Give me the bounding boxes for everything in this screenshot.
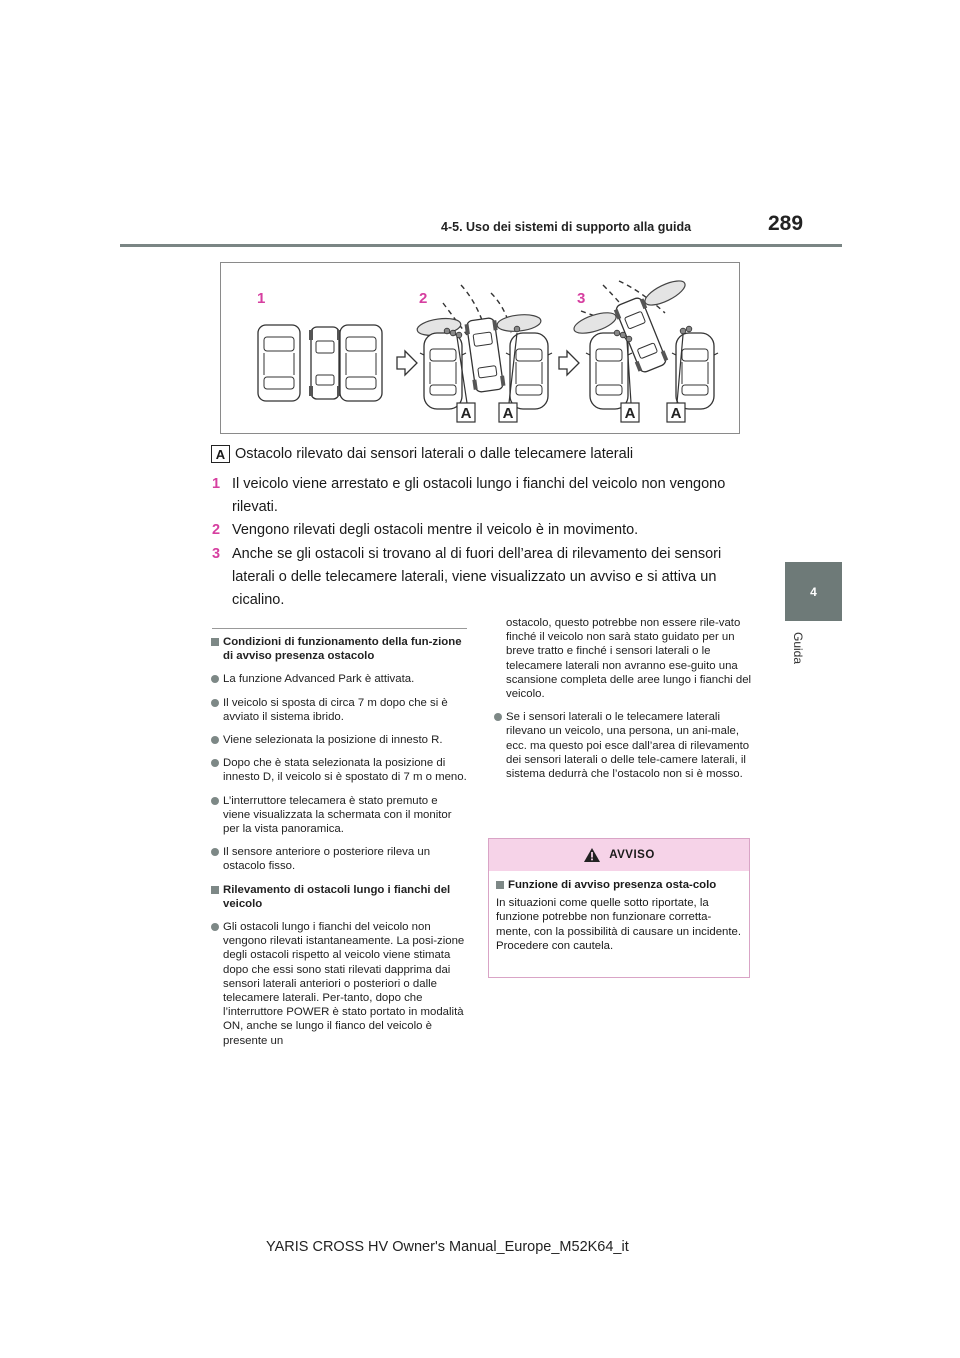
- bullet-item: Gli ostacoli lungo i fianchi del veicolo non vengono rilevati istantaneamente. La posi-zione degli ostacoli rispetto al veicolo viene stimata dopo che essi sono stati rilevati dapprima dai sensori laterali anteriori o posteriori o dalle telecamere laterali. Per-tanto, dopo che l’interruttore POWER è stato portato in modalità ON, anche se lungo il fianco del veicolo è presente un: [211, 920, 467, 1048]
- header-rule: [120, 244, 842, 247]
- arrow-icon: [559, 351, 579, 375]
- step-text: Anche se gli ostacoli si trovano al di fuori dell’area di rilevamento dei sensori laterali o delle telecamere laterali, viene visualizzato un avviso e si attiva un cicalino.: [232, 546, 722, 608]
- parked-car-right: [340, 325, 382, 401]
- marker-a-label: A: [670, 405, 682, 422]
- ego-car-stopped: [309, 327, 341, 399]
- step-number: 3: [212, 546, 221, 562]
- warning-header: [489, 839, 749, 871]
- warning-body: [489, 871, 749, 953]
- step-text: Vengono rilevati degli ostacoli mentre il veicolo è in movimento.: [232, 522, 639, 538]
- step-label-1: 1: [257, 290, 266, 307]
- continued-paragraph: ostacolo, questo potrebbe non essere rile-vato finché il veicolo non sarà stato guidato per un breve tratto e finché i sensori laterali o le telecamere laterali non avranno ese-guito una scansione completa delle aree lungo i fianchi del veicolo.: [506, 617, 752, 701]
- marker-a: [457, 403, 475, 422]
- marker-a: [621, 403, 639, 422]
- subheading-side-detection: Rilevamento di ostacoli lungo i fianchi del veicolo: [211, 883, 467, 911]
- warning-subheading: Funzione di avviso presenza osta-colo: [496, 878, 743, 892]
- bullet-item: Viene selezionata la posizione di innesto R.: [211, 733, 467, 747]
- warning-box: [488, 838, 750, 978]
- bullet-item: Il sensore anteriore o posteriore rileva un ostacolo fisso.: [211, 845, 467, 873]
- marker-a: [667, 403, 685, 422]
- step-3: [212, 543, 732, 612]
- bullet-item: Dopo che è stata selezionata la posizione di innesto D, il veicolo si è spostato di 7 m o meno.: [211, 756, 467, 784]
- section-title: 4-5. Uso dei sistemi di supporto alla guida: [441, 220, 692, 234]
- chapter-label: Guida: [791, 632, 805, 665]
- page-number: 289: [768, 212, 804, 235]
- subheading-conditions: Condizioni di funzionamento della fun-zione di avviso presenza ostacolo: [211, 635, 467, 663]
- warning-title: AVVISO: [609, 849, 655, 861]
- left-column: [211, 635, 467, 1057]
- legend-marker: A: [211, 445, 230, 463]
- bullet-item: Il veicolo si sposta di circa 7 m dopo che si è avviato il sistema ibrido.: [211, 696, 467, 724]
- step-2: [212, 519, 732, 542]
- marker-a: [499, 403, 517, 422]
- marker-a-label: A: [460, 405, 472, 422]
- right-column: [494, 616, 756, 790]
- bullet-item: La funzione Advanced Park è attivata.: [211, 672, 467, 686]
- parked-car-left: [420, 333, 466, 409]
- marker-a-label: A: [624, 405, 636, 422]
- step-label-2: 2: [419, 290, 428, 307]
- step-1: [212, 473, 732, 519]
- parked-car-right: [672, 333, 718, 409]
- arrow-icon: [397, 351, 417, 375]
- parking-diagram: [221, 263, 741, 435]
- footer-text: YARIS CROSS HV Owner's Manual_Europe_M52K64_it: [266, 1239, 629, 1255]
- bullet-item: L’interruttore telecamera è stato premuto e viene visualizzata la schermata con il monitor per la vista panoramica.: [211, 794, 467, 837]
- parked-car-left: [586, 333, 632, 409]
- chapter-tab: 4: [785, 562, 842, 621]
- column-rule: [212, 628, 467, 629]
- step-number: 1: [212, 476, 221, 492]
- step-label-3: 3: [577, 290, 586, 307]
- step-number: 2: [212, 522, 221, 538]
- parked-car-left: [258, 325, 300, 401]
- warning-text: In situazioni come quelle sotto riportate, la funzione potrebbe non funzionare corretta-mente, con la possibilità di causare un incidente. Procedere con cautela.: [496, 897, 742, 952]
- legend-text: Ostacolo rilevato dai sensori laterali o dalle telecamere laterali: [235, 446, 634, 462]
- figure-legend: [211, 445, 633, 463]
- marker-a-label: A: [502, 405, 514, 422]
- step-text: Il veicolo viene arrestato e gli ostacoli lungo i fianchi del veicolo non vengono rilevati.: [232, 476, 726, 515]
- bullet-item: Se i sensori laterali o le telecamere laterali rilevano un veicolo, una persona, un ani-male, ecc. ma questo poi esce dall’area di rilevamento dei sensori laterali o delle tele-camere laterali, il sistema dedurrà che l’ostacolo non si è mosso.: [494, 710, 756, 781]
- parking-illustration: [220, 262, 740, 434]
- warning-triangle-icon: [583, 847, 601, 863]
- obstacle-oval: [642, 276, 689, 310]
